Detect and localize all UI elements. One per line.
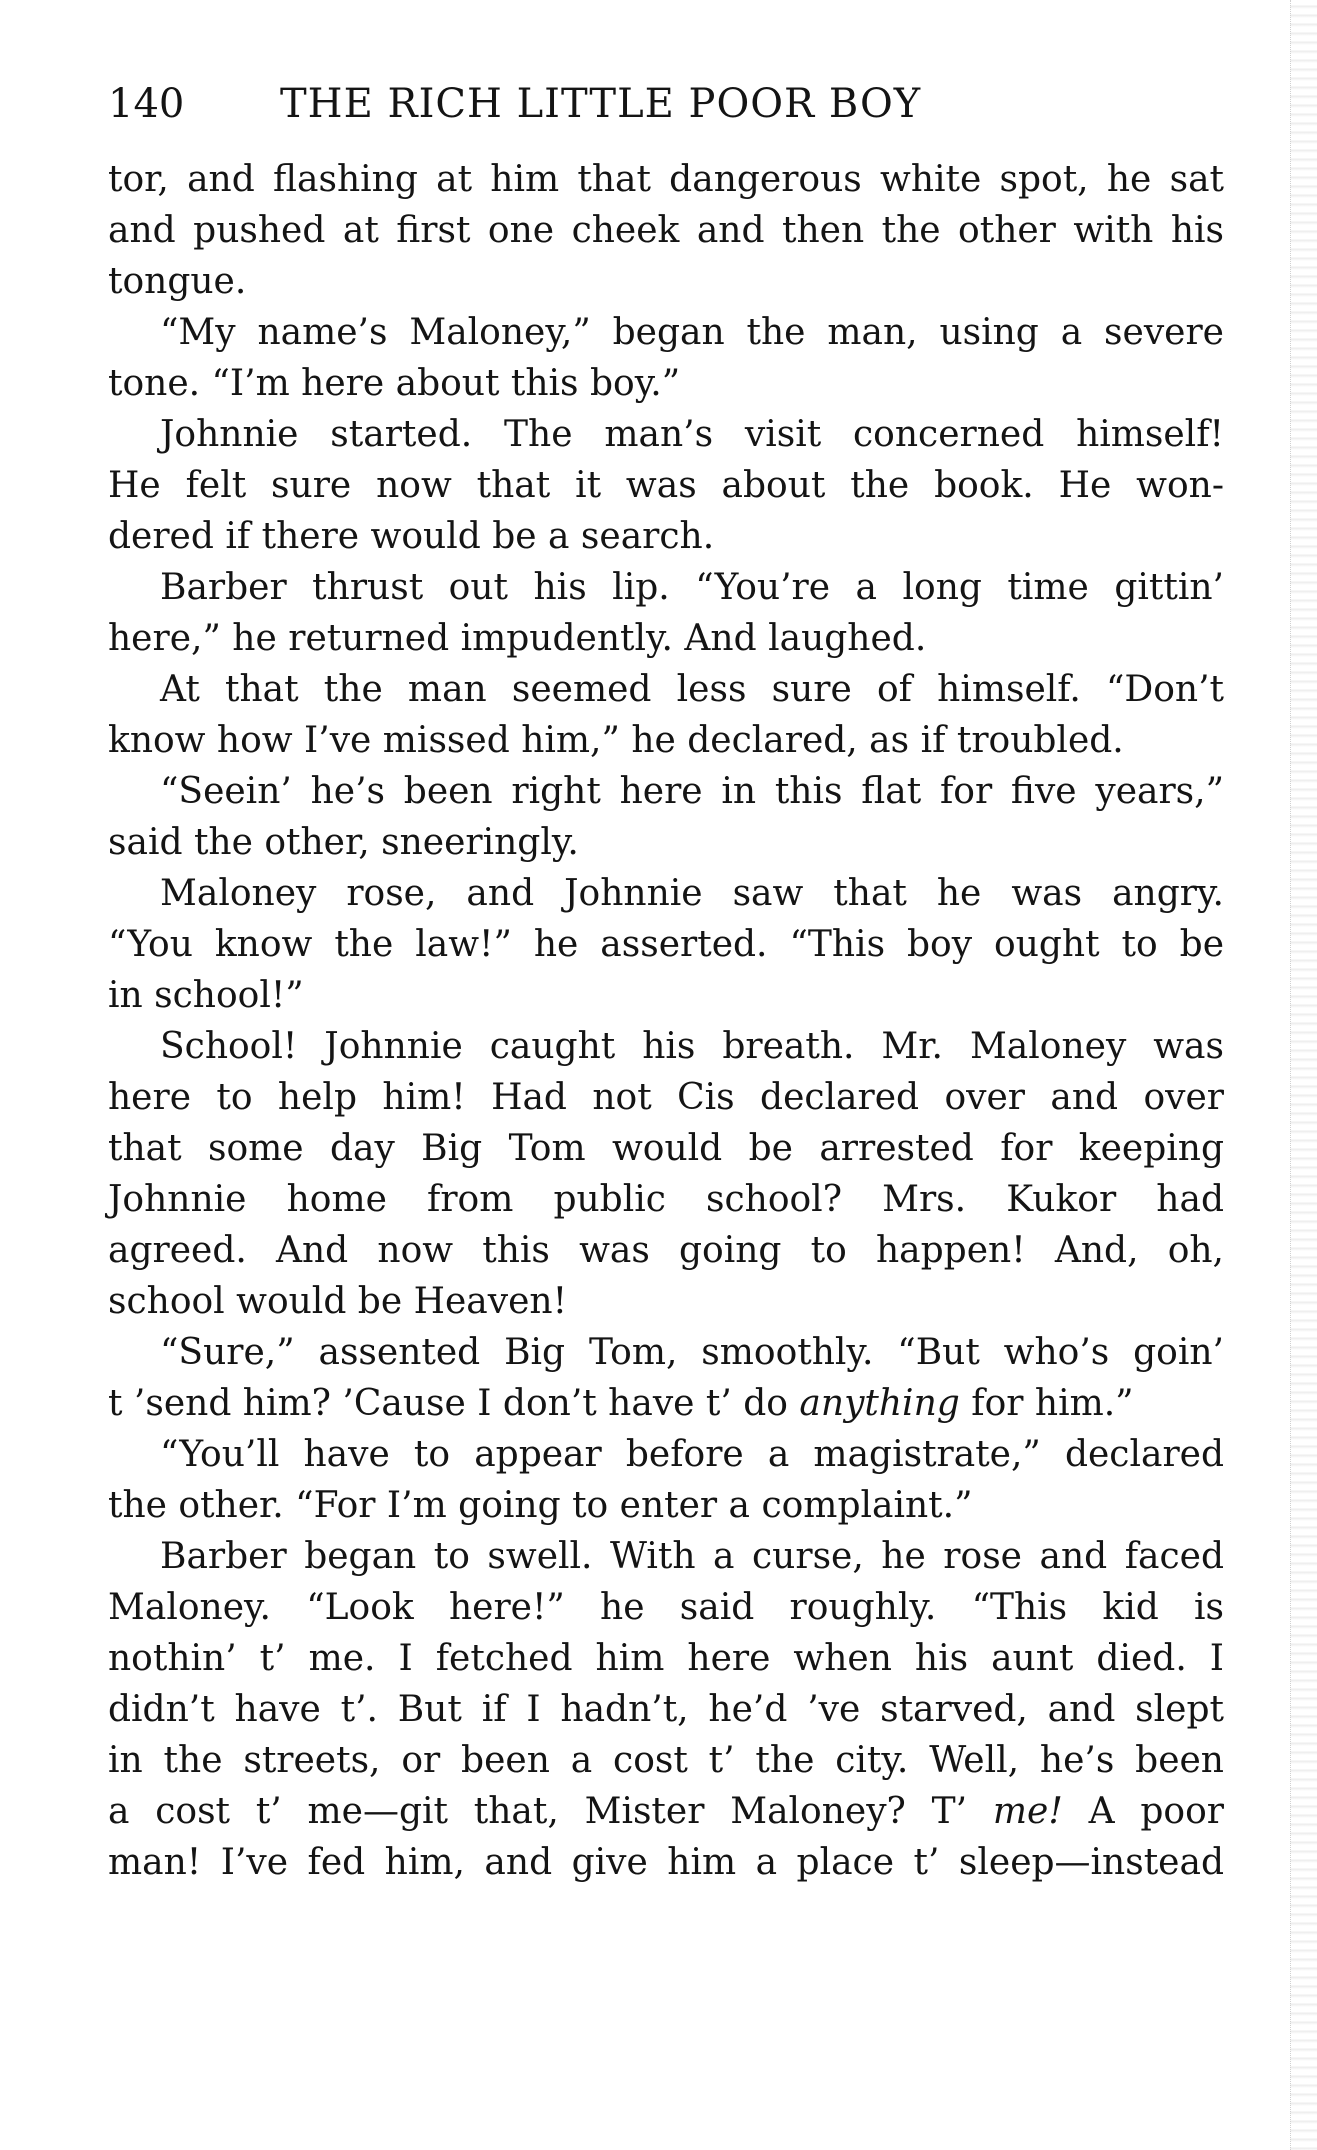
text-line: t ’send him? ’Cause I don’t have t’ do anything for him.”: [108, 1383, 1134, 1424]
text-line: Johnnie home from public school? Mrs. Kukor had: [108, 1179, 1224, 1220]
text-line: At that the man seemed less sure of himself. “Don’t: [160, 669, 1224, 710]
text-line: that some day Big Tom would be arrested for keeping: [108, 1128, 1224, 1169]
text-line: in the streets, or been a cost t’ the city. Well, he’s been: [108, 1740, 1224, 1781]
text-line: “My name’s Maloney,” began the man, using a severe: [160, 312, 1224, 353]
text-line: “You know the law!” he asserted. “This boy ought to be: [108, 924, 1224, 965]
text-line: tone. “I’m here about this boy.”: [108, 363, 681, 404]
text-line: He felt sure now that it was about the book. He won-: [108, 465, 1224, 506]
text-line: here to help him! Had not Cis declared over and over: [108, 1077, 1224, 1118]
text-line: man! I’ve fed him, and give him a place t’ sleep—instead: [108, 1842, 1224, 1883]
text-line: Barber thrust out his lip. “You’re a long time gittin’: [160, 567, 1224, 608]
body-text: [108, 154, 1224, 1888]
text-line: didn’t have t’. But if I hadn’t, he’d ’ve starved, and slept: [108, 1689, 1224, 1730]
text-line: said the other, sneeringly.: [108, 822, 579, 863]
page-number: 140: [108, 81, 185, 127]
text-line: in school!”: [108, 975, 304, 1016]
text-line: the other. “For I’m going to enter a complaint.”: [108, 1485, 973, 1526]
text-line: school would be Heaven!: [108, 1281, 568, 1322]
text-line: tor, and flashing at him that dangerous white spot, he sat: [108, 159, 1224, 200]
text-line: Maloney. “Look here!” he said roughly. “This kid is: [108, 1587, 1224, 1628]
page-header: [108, 74, 1228, 134]
text-line: dered if there would be a search.: [108, 516, 715, 557]
text-line: Johnnie started. The man’s visit concerned himself!: [160, 414, 1224, 455]
text-line: School! Johnnie caught his breath. Mr. Maloney was: [160, 1026, 1224, 1067]
text-line: tongue.: [108, 261, 247, 302]
text-line: agreed. And now this was going to happen! And, oh,: [108, 1230, 1224, 1271]
text-line: and pushed at first one cheek and then the other with his: [108, 210, 1224, 251]
text-line: know how I’ve missed him,” he declared, as if troubled.: [108, 720, 1124, 761]
text-line: “Sure,” assented Big Tom, smoothly. “But who’s goin’: [160, 1332, 1224, 1373]
text-line: “You’ll have to appear before a magistrate,” declared: [160, 1434, 1224, 1475]
text-line: Barber began to swell. With a curse, he rose and faced: [160, 1536, 1224, 1577]
text-line: nothin’ t’ me. I fetched him here when his aunt died. I: [108, 1638, 1224, 1679]
text-line: “Seein’ he’s been right here in this flat for five years,”: [160, 771, 1224, 812]
running-title: THE RICH LITTLE POOR BOY: [280, 81, 922, 127]
page-edge: [1290, 0, 1317, 2150]
text-line: a cost t’ me—git that, Mister Maloney? T’ me! A poor: [108, 1791, 1224, 1832]
text-line: Maloney rose, and Johnnie saw that he was angry.: [160, 873, 1224, 914]
text-line: here,” he returned impudently. And laughed.: [108, 618, 927, 659]
